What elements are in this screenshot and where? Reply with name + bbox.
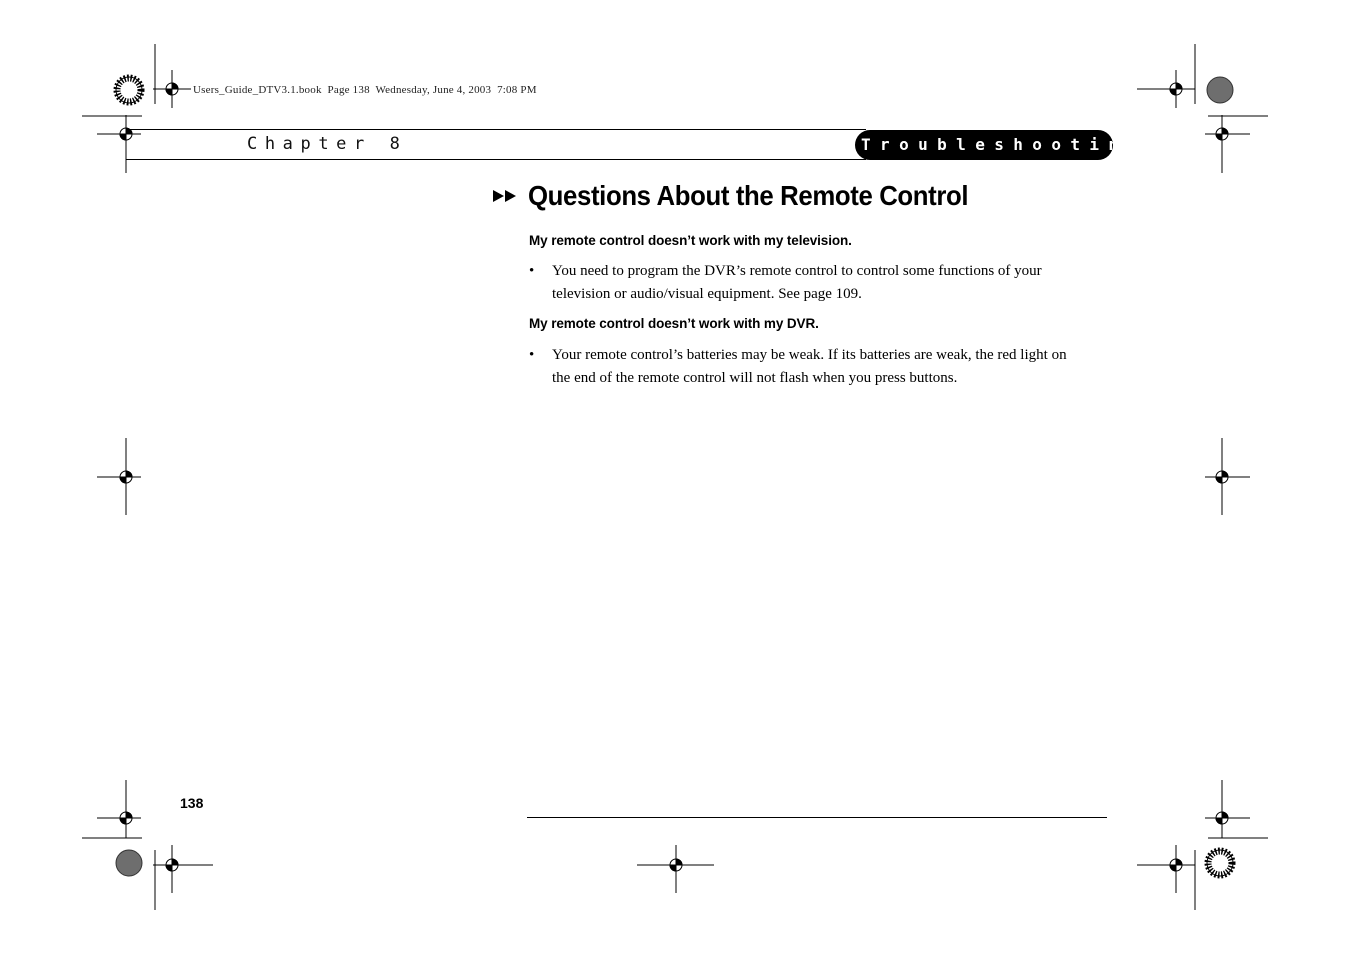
- answer-text: Your remote control’s batteries may be weak. If its batteries are weak, the red light on: [552, 347, 1067, 363]
- double-arrow-icon: [493, 188, 519, 204]
- question-heading: My remote control doesn’t work with my television.: [529, 233, 852, 248]
- register-target-tr: [1137, 70, 1195, 108]
- section-tab: Troubleshooting: [855, 130, 1113, 160]
- register-target-r2: [1205, 438, 1250, 515]
- question-heading: My remote control doesn’t work with my DVR.: [529, 316, 819, 331]
- register-target-br: [1137, 845, 1195, 893]
- register-target-bl: [153, 845, 213, 893]
- slug-line: Users_Guide_DTV3.1.book Page 138 Wednesday, June 4, 2003 7:08 PM: [193, 84, 537, 96]
- answer-text: You need to program the DVR’s remote control to control some functions of your: [552, 263, 1042, 279]
- bullet-mark: •: [529, 263, 535, 279]
- star-target-tl: [116, 77, 142, 103]
- gray-patch-bl: [116, 850, 142, 876]
- header-rule-top: [126, 129, 866, 130]
- gray-patch-tr: [1207, 77, 1233, 103]
- register-target-l2: [97, 438, 141, 515]
- register-target-l1: [97, 115, 141, 173]
- answer-item: [529, 344, 1119, 392]
- answer-item: [529, 260, 1119, 308]
- register-target-bc: [637, 845, 714, 893]
- chapter-label: Chapter 8: [247, 134, 408, 154]
- header-rule-bottom: [126, 159, 866, 160]
- register-target-r3: [1205, 780, 1250, 838]
- star-target-br: [1207, 850, 1233, 876]
- answer-text: television or audio/visual equipment. See page 109.: [552, 286, 862, 302]
- bullet-mark: •: [529, 347, 535, 363]
- register-target-l3: [97, 780, 141, 838]
- answer-text: the end of the remote control will not flash when you press buttons.: [552, 370, 958, 386]
- section-heading: [493, 180, 1006, 212]
- page-title: Questions About the Remote Control: [528, 180, 969, 211]
- page-number: 138: [180, 795, 204, 811]
- register-target-r1: [1205, 115, 1250, 173]
- register-target-tl: [153, 70, 191, 108]
- footer-rule: [527, 817, 1107, 818]
